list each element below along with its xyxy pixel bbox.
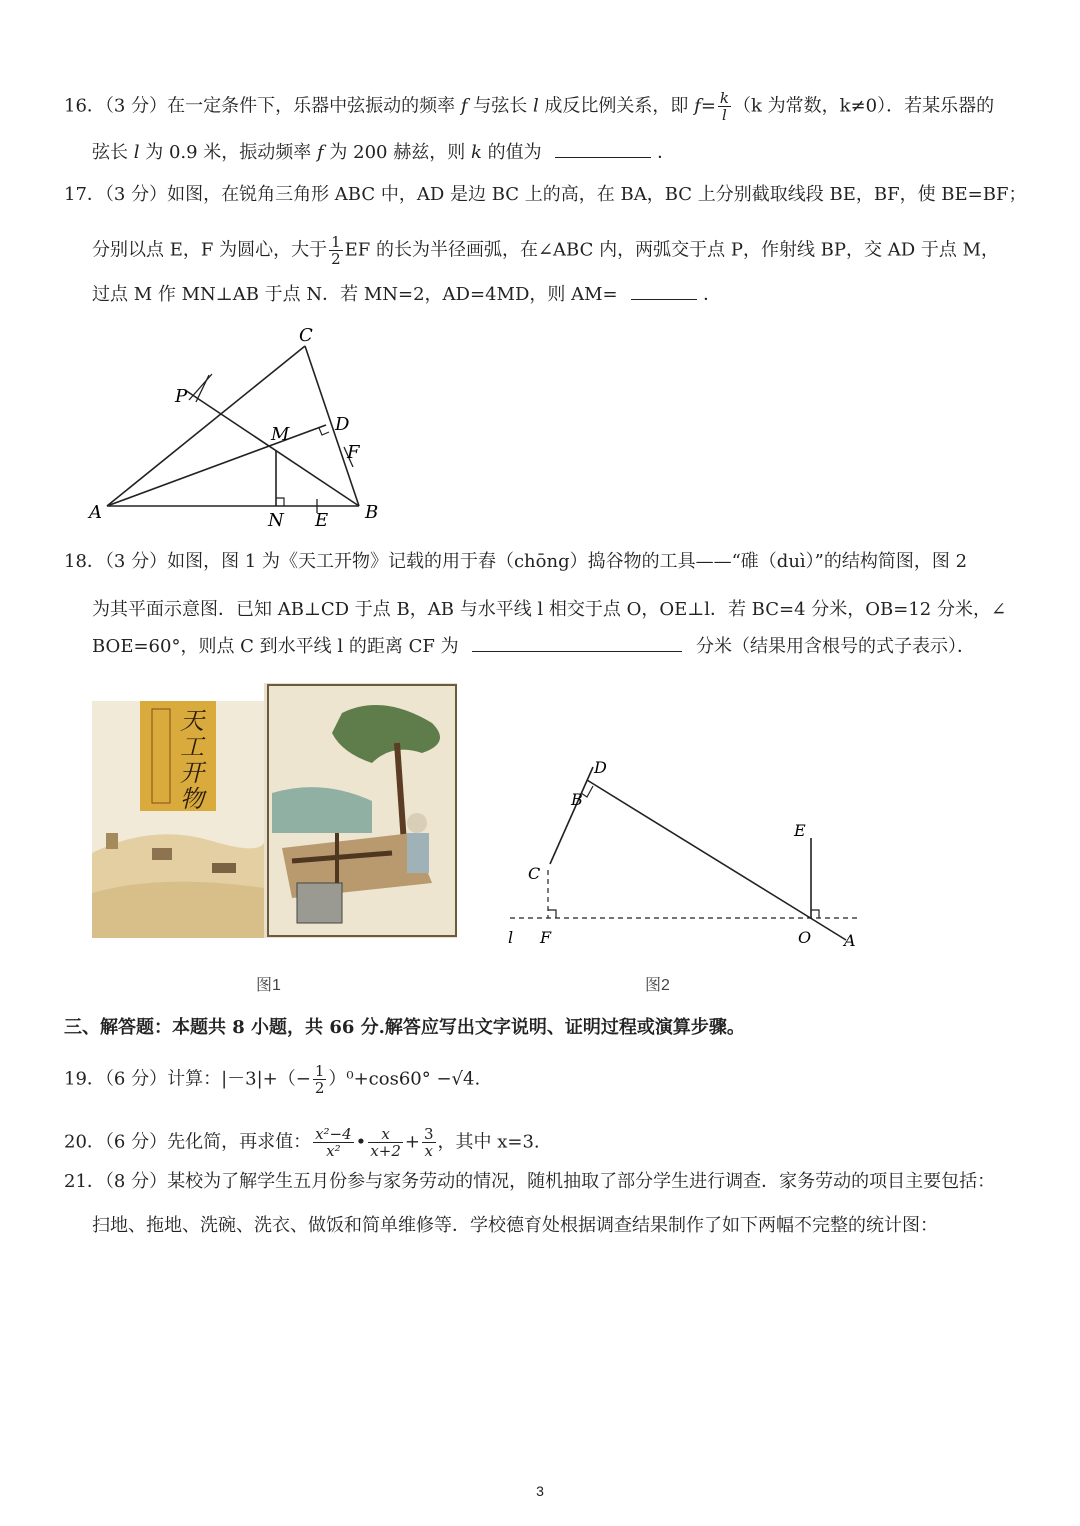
q18-line-1: 18．（3 分）如图，图 1 为《天工开物》记载的用于舂（chōng）捣谷物的工具——“碓（duì）”的结构简图，图 2 bbox=[64, 551, 968, 572]
q20-line: 20．（6 分）先化简，再求值： $\frac{\text{x²−4}}{\text{x²}}$ • $\frac{x}{x+2}$ + $\frac{3}{x}$ ，其中 x=3. bbox=[64, 1125, 540, 1160]
q17-fraction: $\frac{1}{2}$ bbox=[331, 233, 341, 268]
q16-line-1: 16．（3 分）在一定条件下，乐器中弦振动的频率 f 与弦长 l 成反比例关系，即 f= $\frac{k}{l}$ （k 为常数，k≠0）．若某乐器的 bbox=[64, 89, 995, 124]
q19-line: 19．（6 分）计算：|－3|+（− $\frac{1}{2}$ ）⁰+cos60° −√4. bbox=[64, 1062, 481, 1097]
q19-fraction: $\frac{1}{2}$ bbox=[314, 1062, 325, 1097]
label-A: A bbox=[89, 502, 102, 523]
q16-fraction: $\frac{k}{l}$ bbox=[719, 89, 729, 124]
q18-line-2: 为其平面示意图．已知 AB⊥CD 于点 B，AB 与水平线 l 相交于点 O，OE⊥l．若 BC=4 分米，OB=12 分米，∠ bbox=[92, 599, 1007, 620]
q17-triangle-figure bbox=[85, 322, 405, 532]
q18-line-3: BOE=60°，则点 C 到水平线 l 的距离 CF 为 分米（结果用含根号的式子表示）． bbox=[92, 636, 976, 657]
q17-line-2: 分别以点 E，F 为圆心，大于 $\frac{1}{2}$ EF 的长为半径画弧，在∠ABC 内，两弧交于点 P，作射线 BP，交 AD 于点 M， bbox=[92, 233, 1000, 268]
q16-line-2: 弦长 l 为 0.9 米，振动频率 f 为 200 赫兹，则 k 的值为 ． bbox=[92, 142, 676, 163]
q17-line-1: 17．（3 分）如图，在锐角三角形 ABC 中，AD 是边 BC 上的高，在 BA，BC 上分别截取线段 BE，BF，使 BE=BF； bbox=[64, 184, 1027, 205]
label-E: E bbox=[315, 510, 329, 531]
q18-answer-blank bbox=[472, 635, 682, 652]
fig2-label-l: l bbox=[508, 928, 514, 947]
label-B: B bbox=[365, 502, 379, 523]
fig2-label-B: B bbox=[571, 790, 583, 809]
label-P: P bbox=[175, 386, 188, 407]
side-CB bbox=[305, 346, 359, 506]
q17-line-3: 过点 M 作 MN⊥AB 于点 N．若 MN=2，AD=4MD，则 AM= ． bbox=[92, 284, 722, 305]
fig2-label-A: A bbox=[844, 931, 856, 950]
label-C: C bbox=[299, 325, 313, 346]
segment-DC bbox=[550, 767, 593, 864]
q16-answer-blank bbox=[555, 141, 651, 158]
book-title-box bbox=[140, 701, 216, 811]
label-N: N bbox=[268, 510, 284, 531]
figure-1-illustration bbox=[92, 683, 457, 938]
fig2-label-C: C bbox=[528, 864, 541, 883]
altitude-AD bbox=[107, 425, 326, 506]
fig2-label-E: E bbox=[794, 821, 806, 840]
label-M: M bbox=[271, 424, 290, 445]
fig2-label-F: F bbox=[540, 928, 552, 947]
q21-line-2: 扫地、拖地、洗碗、洗衣、做饭和简单维修等．学校德育处根据调查结果制作了如下两幅不完整的统计图： bbox=[92, 1215, 938, 1236]
figure-1-caption: 图1 bbox=[256, 977, 281, 994]
q21-line-1: 21．（8 分）某校为了解学生五月份参与家务劳动的情况，随机抽取了部分学生进行调查．家务劳动的项目主要包括： bbox=[64, 1171, 996, 1192]
q20-fraction-3: $\frac{3}{x}$ bbox=[423, 1125, 434, 1160]
q20-fraction-2: $\frac{x}{x+2}$ bbox=[370, 1125, 401, 1160]
fig2-label-D: D bbox=[594, 758, 607, 777]
section-3-heading: 三、解答题：本题共 8 小题，共 66 分.解答应写出文字说明、证明过程或演算步骤。 bbox=[64, 1017, 745, 1038]
segment-BA bbox=[587, 780, 846, 940]
figure-2-diagram bbox=[500, 750, 870, 950]
page-number: 3 bbox=[536, 1483, 544, 1499]
book-title-text: 天工开物 bbox=[180, 707, 204, 813]
q17-answer-blank bbox=[631, 283, 697, 300]
label-F: F bbox=[347, 442, 360, 463]
label-D: D bbox=[335, 414, 350, 435]
q20-fraction-1: $\frac{\text{x²−4}}{\text{x²}}$ bbox=[315, 1125, 352, 1160]
fig2-label-O: O bbox=[798, 928, 812, 947]
figure-2-caption: 图2 bbox=[645, 977, 670, 994]
ray-BP bbox=[185, 390, 359, 506]
